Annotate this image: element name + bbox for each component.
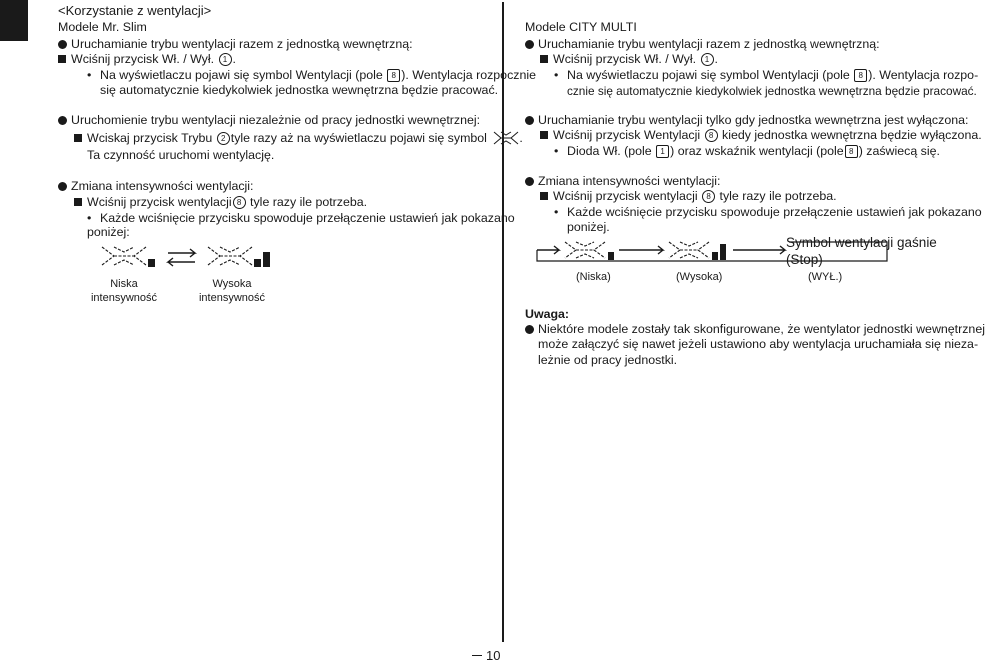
left-display-text-a: Na wyświetlaczu pojawi się symbol Wentylacji (pole <box>100 68 383 82</box>
left-press-mode-text-a: Wciskaj przycisk Trybu <box>87 131 213 145</box>
note-line1: Niektóre modele zostały tak skonfigurowane, że wentylator jednostki wewnętrznej <box>538 322 985 336</box>
onoff-button-icon: 1 <box>219 53 232 66</box>
switch-arrows-icon <box>168 249 195 266</box>
right-display-line1 <box>567 68 978 82</box>
left-low-label: Niska intensywność <box>90 278 158 304</box>
right-each-press-line1: • Każde wciśnięcie przycisku spowoduje przełączenie ustawień jak pokazano <box>567 205 982 219</box>
page-tab-marker <box>0 0 28 41</box>
right-diode <box>567 144 940 158</box>
right-diode-text-a: Dioda Wł. (pole <box>567 144 652 158</box>
right-diode-text-c: ) zaświecą się. <box>858 144 940 158</box>
left-start-with-indoor: Uruchamianie trybu wentylacji razem z jednostką wewnętrzną: <box>71 37 413 51</box>
vent-button-icon: 8 <box>702 190 715 203</box>
low-fan-icon <box>102 247 155 267</box>
left-press-vent-text-b: tyle razy ile potrzeba. <box>250 195 368 209</box>
right-off-label: (WYŁ.) <box>808 271 843 283</box>
note-line2: może załączyć się nawet jeżeli ustawiono aby wentylacja uruchamiała się nieza- <box>538 337 979 351</box>
right-diode-text-b: ) oraz wskaźnik wentylacji (pole <box>670 144 844 158</box>
mode-button-icon: 2 <box>217 132 230 145</box>
left-press-mode <box>87 131 523 145</box>
left-each-press-line1: • Każde wciśnięcie przycisku spowoduje przełączenie ustawień jak pokazano <box>100 211 515 225</box>
arrow-high-to-off <box>733 246 785 254</box>
left-intensity-change: Zmiana intensywności wentylacji: <box>71 179 254 193</box>
right-model-heading: Modele CITY MULTI <box>525 20 637 34</box>
right-press-vent-text-b: tyle razy ile potrzeba. <box>719 189 837 203</box>
section-title: <Korzystanie z wentylacji> <box>58 3 212 18</box>
field-8-icon: 8 <box>845 145 858 158</box>
right-only-when-off: Uruchamianie trybu wentylacji tylko gdy jednostka wewnętrzna jest wyłączona: <box>538 113 969 127</box>
left-each-press-line2: poniżej: <box>87 225 130 239</box>
right-press-vent <box>553 189 837 203</box>
left-action-start: Ta czynność uruchomi wentylację. <box>87 148 275 162</box>
left-press-onoff-text: Wciśnij przycisk Wł. / Wył. <box>71 52 215 66</box>
left-independent: Uruchomienie trybu wentylacji niezależnie od pracy jednostki wewnętrznej: <box>71 113 481 127</box>
right-display-text-a: Na wyświetlaczu pojawi się symbol Wentylacji (pole <box>567 68 850 82</box>
note-line3: leżnie od pracy jednostki. <box>538 353 678 367</box>
right-press-vent-off-text-b: kiedy jednostka wewnętrzna będzie wyłączona. <box>722 128 982 142</box>
left-display-line2: się automatycznie kiedykolwiek jednostka wewnętrzna będzie pracować. <box>100 83 499 97</box>
right-high-label: (Wysoka) <box>676 271 723 283</box>
right-start-with-indoor: Uruchamianie trybu wentylacji razem z jednostką wewnętrzną: <box>538 37 880 51</box>
left-press-onoff: Wciśnij przycisk Wł. / Wył. 1 . <box>71 52 236 66</box>
right-intensity-change: Zmiana intensywności wentylacji: <box>538 174 721 188</box>
right-each-press-line2: poniżej. <box>567 220 610 234</box>
arrow-into-low <box>537 246 559 254</box>
right-press-onoff-text: Wciśnij przycisk Wł. / Wył. <box>553 52 697 66</box>
low-fan-icon <box>565 242 614 260</box>
field-1-icon: 1 <box>656 145 669 158</box>
arrow-low-to-high <box>619 246 663 254</box>
left-press-mode-end: . <box>519 131 523 145</box>
vent-button-icon: 8 <box>233 196 246 209</box>
left-model-heading: Modele Mr. Slim <box>58 20 147 34</box>
left-display-text-b: ). Wentylacja rozpocznie <box>401 68 536 82</box>
left-high-label: Wysoka intensywność <box>198 278 266 304</box>
left-press-vent <box>87 195 367 209</box>
right-low-label: (Niska) <box>576 271 611 283</box>
right-symbol-off-line1: Symbol wentylacji gaśnie <box>786 235 937 250</box>
right-press-vent-text-a: Wciśnij przycisk wentylacji <box>553 189 698 203</box>
high-fan-icon <box>208 247 270 267</box>
note-title: Uwaga: <box>525 307 570 321</box>
onoff-button-icon: 1 <box>701 53 714 66</box>
right-display-line2: cznie się automatycznie kiedykolwiek jednostka wewnętrzna będzie pracować. <box>567 84 977 98</box>
vent-button-icon: 8 <box>705 129 718 142</box>
high-fan-icon <box>669 242 726 260</box>
page-number: 10 <box>486 648 501 663</box>
ventilation-symbol-icon <box>493 131 519 145</box>
left-press-mode-text-b: tyle razy aż na wyświetlaczu pojawi się symbol <box>230 131 487 145</box>
right-display-text-b: ). Wentylacja rozpo- <box>868 68 979 82</box>
left-press-vent-text-a: Wciśnij przycisk wentylacji <box>87 195 232 209</box>
column-divider <box>502 2 504 642</box>
right-press-onoff: Wciśnij przycisk Wł. / Wył. 1 . <box>553 52 718 66</box>
left-display-line1 <box>100 68 536 82</box>
right-press-vent-off-text-a: Wciśnij przycisk Wentylacji <box>553 128 701 142</box>
field-8-icon: 8 <box>387 69 400 82</box>
left-intensity-diagram <box>100 243 280 273</box>
right-press-vent-when-off <box>553 128 982 142</box>
field-8-icon: 8 <box>854 69 867 82</box>
right-symbol-off-line2: (Stop) <box>786 252 823 267</box>
